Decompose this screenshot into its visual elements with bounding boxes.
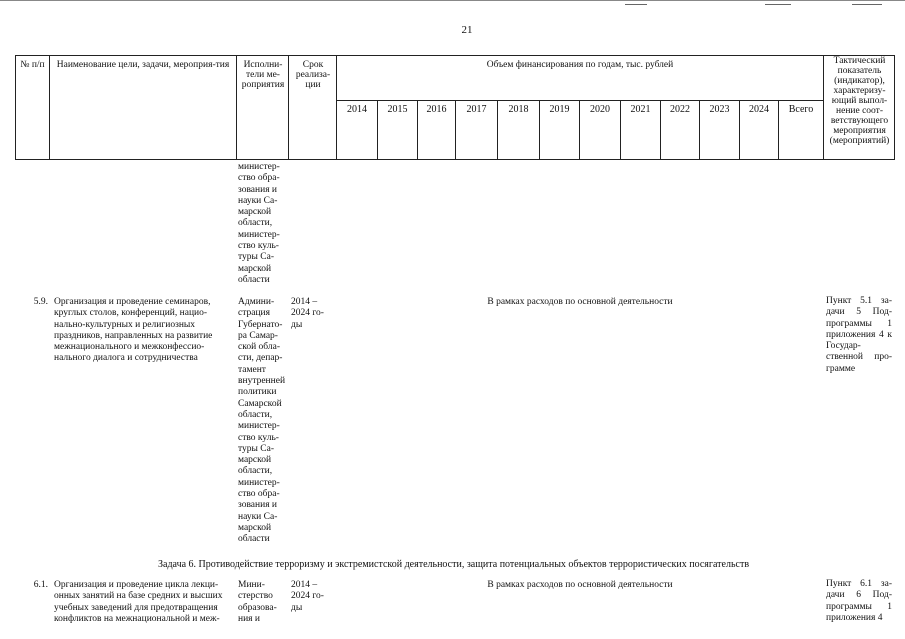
header-num: № п/п xyxy=(20,60,45,70)
row-6-1-indicator: Пункт 6.1 за-дачи 6 Под-программы 1 приложения 4 xyxy=(826,579,892,623)
year-2021: 2021 xyxy=(630,104,651,115)
year-2016: 2016 xyxy=(426,104,447,115)
row-6-1-term: 2014 – 2024 го-ды xyxy=(291,580,324,613)
header-top-border xyxy=(15,55,895,56)
row-5-9-num: 5.9. xyxy=(33,297,48,307)
col-border xyxy=(823,55,824,160)
col-border xyxy=(236,55,237,160)
scan-mark xyxy=(852,4,882,5)
row-6-1-executors: Мини-стерство образова-ния и xyxy=(238,580,277,624)
year-2015: 2015 xyxy=(387,104,408,115)
row-5-9-executors: Админи-страция Губернато-ра Самар-ской обла-сти, депар-тамент внутренней политики Самарской области, министер-ство куль-туры Са-марской области, министер-ство обра-зования и науки Са-марской области xyxy=(238,297,286,545)
year-2024: 2024 xyxy=(749,104,769,115)
year-2022: 2022 xyxy=(670,104,690,115)
row-6-1-financing: В рамках расходов по основной деятельности xyxy=(487,580,673,590)
row-5-9-indicator: Пункт 5.1 за-дачи 5 Под-программы 1 приложения 4 к Государ-ственной про-грамме xyxy=(826,296,892,374)
year-2018: 2018 xyxy=(508,104,529,115)
task-6-title: Задача 6. Противодействие терроризму и экстремистской деятельности, защита потенциальных объектов террористических посягательств xyxy=(158,559,750,570)
row-5-9-financing: В рамках расходов по основной деятельности xyxy=(487,297,673,307)
header-financing: Объем финансирования по годам, тыс. рублей xyxy=(486,60,674,70)
year-total: Всего xyxy=(788,104,814,115)
header-term: Срок реализа-ции xyxy=(295,60,331,90)
col-border xyxy=(288,55,289,160)
row-5-9-term: 2014 – 2024 го-ды xyxy=(291,297,324,330)
col-border xyxy=(49,55,50,160)
row-continuation-executors: министер-ство обра-зования и науки Са-марской области, министер-ство куль-туры Са-марской области xyxy=(238,162,280,285)
year-2019: 2019 xyxy=(549,104,570,115)
year-2017: 2017 xyxy=(466,104,487,115)
header-name: Наименование цели, задачи, мероприя-тия xyxy=(56,60,230,70)
header-executors: Исполни-тели ме-роприятия xyxy=(241,60,285,90)
row-6-1-name: Организация и проведение цикла лекци-онных занятий на базе средних и высших учебных заведений для предотвращения конфликтов на межнациональной и меж- xyxy=(54,580,223,624)
year-2020: 2020 xyxy=(590,104,610,115)
scan-mark xyxy=(765,4,791,5)
page-number: 21 xyxy=(461,24,473,36)
scan-mark xyxy=(625,4,647,5)
header-indicator: Тактический показатель (индикатор), характеризу-ющий выпол-нение соот-ветствующего мероприятия (мероприятий) xyxy=(829,56,890,146)
year-2023: 2023 xyxy=(709,104,730,115)
year-2014: 2014 xyxy=(347,104,367,115)
row-5-9-name: Организация и проведение семинаров, круглых столов, конференций, нацио-нально-культурных и религиозных праздников, направленных на развитие межнационального и межконфессио-нального диалога и сотрудничества xyxy=(54,297,213,364)
row-6-1-num: 6.1. xyxy=(33,580,48,590)
col-border xyxy=(894,55,895,160)
col-border xyxy=(15,55,16,160)
